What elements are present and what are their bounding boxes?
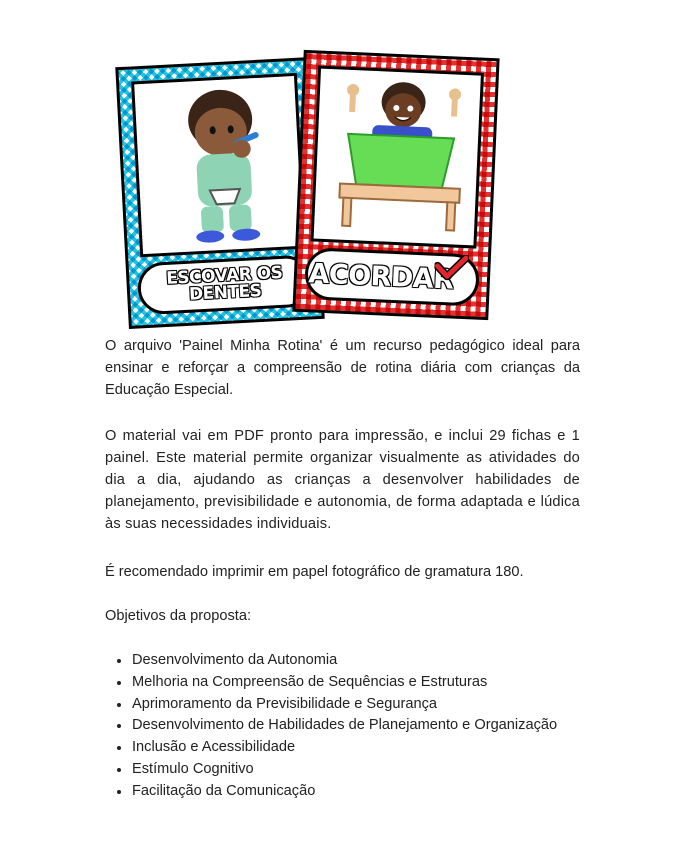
card-left-label-text: ESCOVAR OS DENTES — [165, 262, 283, 305]
goal-text: Estímulo Cognitivo — [132, 760, 254, 777]
list-item — [105, 759, 557, 781]
card-label-brush-teeth — [137, 254, 313, 315]
bullet-icon — [117, 746, 121, 750]
wake-up-illustration — [310, 65, 484, 248]
list-item — [105, 781, 557, 803]
goal-text: Desenvolvimento de Habilidades de Planejamento e Organização — [132, 717, 558, 734]
bullet-icon — [117, 790, 121, 794]
card-right-label-text: ACORDAR — [307, 257, 455, 296]
checkmark-icon — [434, 254, 469, 281]
list-item — [105, 694, 557, 716]
goal-text: Melhoria na Compreensão de Sequências e Estruturas — [132, 673, 488, 690]
routine-cards-image — [108, 48, 538, 333]
list-item — [105, 715, 557, 737]
bullet-icon — [117, 724, 121, 728]
bullet-icon — [117, 768, 121, 772]
card-label-wake-up — [304, 247, 480, 307]
card-wake-up — [292, 50, 499, 320]
intro-paragraph: O arquivo 'Painel Minha Rotina' é um recurso pedagógico ideal para ensinar e reforçar a compreensão de rotina diária com crianças da Educação Especial. — [105, 338, 580, 398]
material-paragraph: O material vai em PDF pronto para impressão, e inclui 29 fichas e 1 painel. Este material permite organizar visualmente as atividades do dia a dia, ajudando as crianças a desenvolver habilidades de planejamento, previsibilidade e autonomia, de forma adaptada e lúdica às suas necessidades individuais. — [105, 428, 580, 532]
goal-text: Inclusão e Acessibilidade — [132, 739, 296, 756]
list-item — [105, 672, 557, 694]
brush-teeth-illustration — [131, 73, 306, 257]
bullet-icon — [117, 659, 121, 663]
goal-text: Facilitação da Comunicação — [132, 782, 316, 799]
goals-heading: Objetivos da proposta: — [105, 608, 252, 624]
print-recommendation: É recomendado imprimir em papel fotográfico de gramatura 180. — [105, 564, 524, 580]
goal-text: Desenvolvimento da Autonomia — [132, 652, 338, 668]
bullet-icon — [117, 703, 121, 707]
goal-text: Aprimoramento da Previsibilidade e Segurança — [132, 695, 438, 712]
list-item — [105, 650, 557, 672]
list-item — [105, 737, 557, 759]
goals-list — [105, 650, 557, 803]
bullet-icon — [117, 681, 121, 685]
